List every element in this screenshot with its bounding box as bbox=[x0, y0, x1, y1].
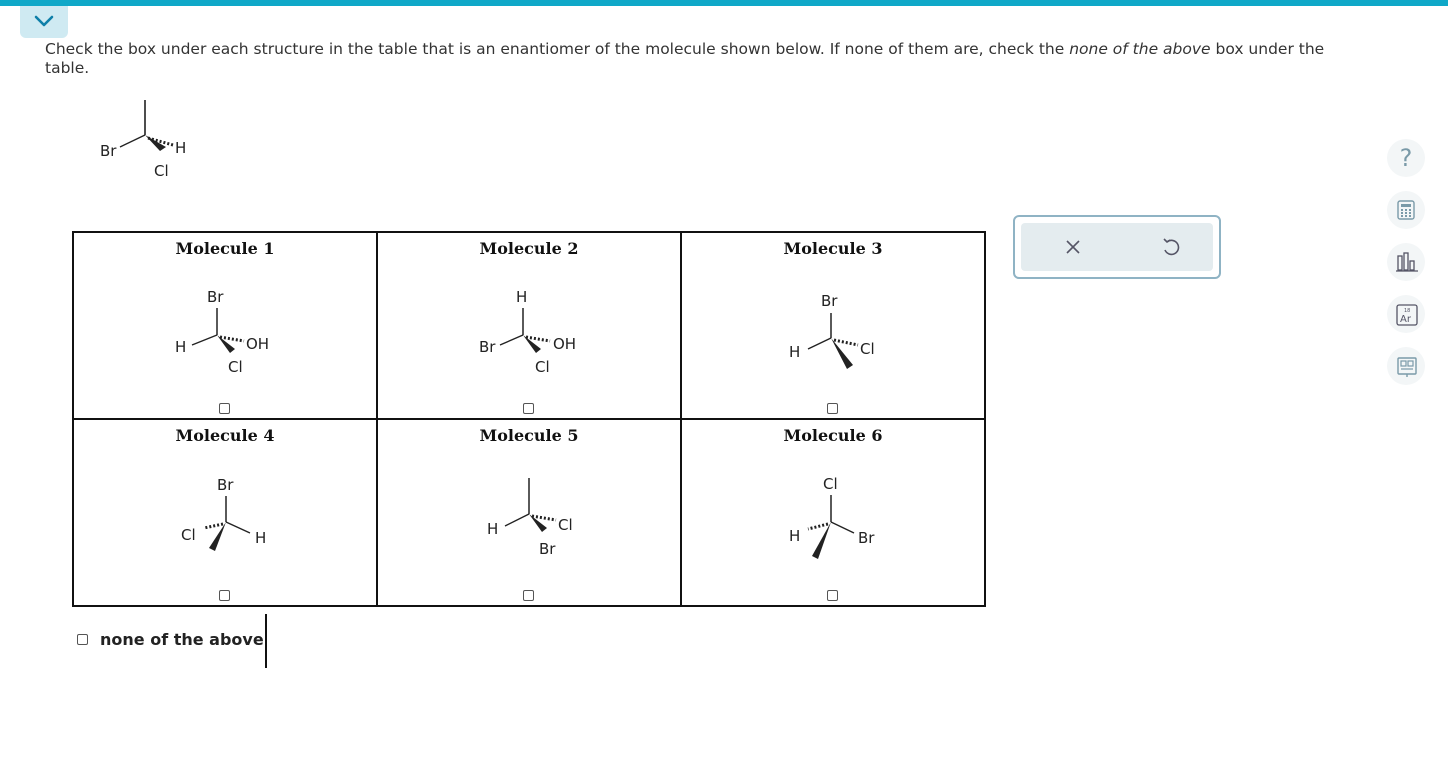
molecule-5-bottom-label: Br bbox=[539, 540, 556, 558]
molecule-cell-4 bbox=[73, 419, 377, 606]
molecule-cell-3 bbox=[681, 232, 985, 419]
reference-molecule bbox=[90, 95, 200, 185]
molecule-2-left-label: Br bbox=[479, 338, 496, 356]
data-chart-icon bbox=[1396, 252, 1418, 272]
reference-left-label: Br bbox=[100, 142, 117, 160]
answer-actions-panel bbox=[1013, 215, 1221, 279]
molecule-3-left-label: H bbox=[789, 343, 801, 361]
calculator-icon bbox=[1396, 200, 1416, 220]
molecule-title: Molecule 5 bbox=[479, 426, 579, 445]
molecule-title: Molecule 2 bbox=[479, 239, 579, 258]
molecule-cell-2 bbox=[377, 232, 681, 419]
molecule-6-left-label: H bbox=[789, 527, 801, 545]
reference-book-icon bbox=[1396, 356, 1418, 378]
molecule-5-right-label: Cl bbox=[558, 516, 573, 534]
molecule-title: Molecule 4 bbox=[175, 426, 275, 445]
molecule-1-structure bbox=[74, 233, 374, 398]
molecule-1-checkbox[interactable] bbox=[219, 403, 230, 414]
molecule-cell-5 bbox=[377, 419, 681, 606]
molecule-2-checkbox[interactable] bbox=[523, 403, 534, 414]
reference-button[interactable] bbox=[1387, 347, 1425, 385]
molecule-title: Molecule 1 bbox=[175, 239, 275, 258]
molecule-4-checkbox[interactable] bbox=[219, 590, 230, 601]
molecule-5-checkbox[interactable] bbox=[523, 590, 534, 601]
help-button[interactable] bbox=[1387, 139, 1425, 177]
molecule-title: Molecule 3 bbox=[783, 239, 883, 258]
periodic-table-symbol: Ar bbox=[1400, 314, 1411, 325]
molecule-4-top-label: Br bbox=[217, 476, 234, 494]
molecule-5-left-label: H bbox=[487, 520, 499, 538]
reset-answer-button[interactable] bbox=[1159, 235, 1183, 259]
molecule-title: Molecule 6 bbox=[783, 426, 883, 445]
reference-right-label: H bbox=[175, 139, 187, 157]
molecule-1-right-label: OH bbox=[246, 335, 270, 353]
none-of-the-above-label: none of the above bbox=[100, 630, 264, 649]
question-prompt: Check the box under each structure in the table that is an enantiomer of the molecule shown below. If none of them are, check the none of the above box under the table. bbox=[45, 40, 1325, 77]
molecule-3-top-label: Br bbox=[821, 292, 838, 310]
reference-bottom-label: Cl bbox=[154, 162, 169, 180]
molecule-2-structure bbox=[378, 233, 678, 398]
molecule-cell-1 bbox=[73, 232, 377, 419]
calculator-button[interactable] bbox=[1387, 191, 1425, 229]
molecule-6-checkbox[interactable] bbox=[827, 590, 838, 601]
molecule-4-left-label: Cl bbox=[181, 526, 196, 544]
molecule-6-structure bbox=[682, 420, 982, 585]
molecule-4-right-label: H bbox=[255, 529, 267, 547]
molecule-1-top-label: Br bbox=[207, 288, 224, 306]
collapse-toggle-button[interactable] bbox=[20, 6, 68, 38]
answer-actions-bar bbox=[1021, 223, 1213, 271]
molecule-3-structure bbox=[682, 233, 982, 398]
molecule-5-structure bbox=[378, 420, 678, 585]
periodic-table-button[interactable] bbox=[1387, 295, 1425, 333]
molecule-2-top-label: H bbox=[516, 288, 528, 306]
chevron-down-icon bbox=[34, 14, 54, 28]
clear-answer-button[interactable] bbox=[1061, 235, 1085, 259]
molecule-2-bottom-label: Cl bbox=[535, 358, 550, 376]
molecule-1-left-label: H bbox=[175, 338, 187, 356]
top-accent-bar bbox=[0, 0, 1448, 6]
molecule-6-top-label: Cl bbox=[823, 475, 838, 493]
molecule-3-checkbox[interactable] bbox=[827, 403, 838, 414]
help-icon: ? bbox=[1399, 144, 1413, 172]
molecule-1-bottom-label: Cl bbox=[228, 358, 243, 376]
none-of-the-above-checkbox[interactable] bbox=[77, 634, 88, 645]
text-cursor bbox=[265, 614, 267, 668]
x-icon bbox=[1061, 235, 1085, 259]
molecule-4-structure bbox=[74, 420, 374, 585]
molecule-cell-6 bbox=[681, 419, 985, 606]
molecule-6-right-label: Br bbox=[858, 529, 875, 547]
molecule-table bbox=[72, 231, 986, 607]
molecule-2-right-label: OH bbox=[553, 335, 577, 353]
data-chart-button[interactable] bbox=[1387, 243, 1425, 281]
periodic-table-icon bbox=[1396, 304, 1418, 326]
molecule-3-right-label: Cl bbox=[860, 340, 875, 358]
undo-icon bbox=[1159, 235, 1183, 259]
periodic-table-number: 18 bbox=[1404, 308, 1411, 314]
